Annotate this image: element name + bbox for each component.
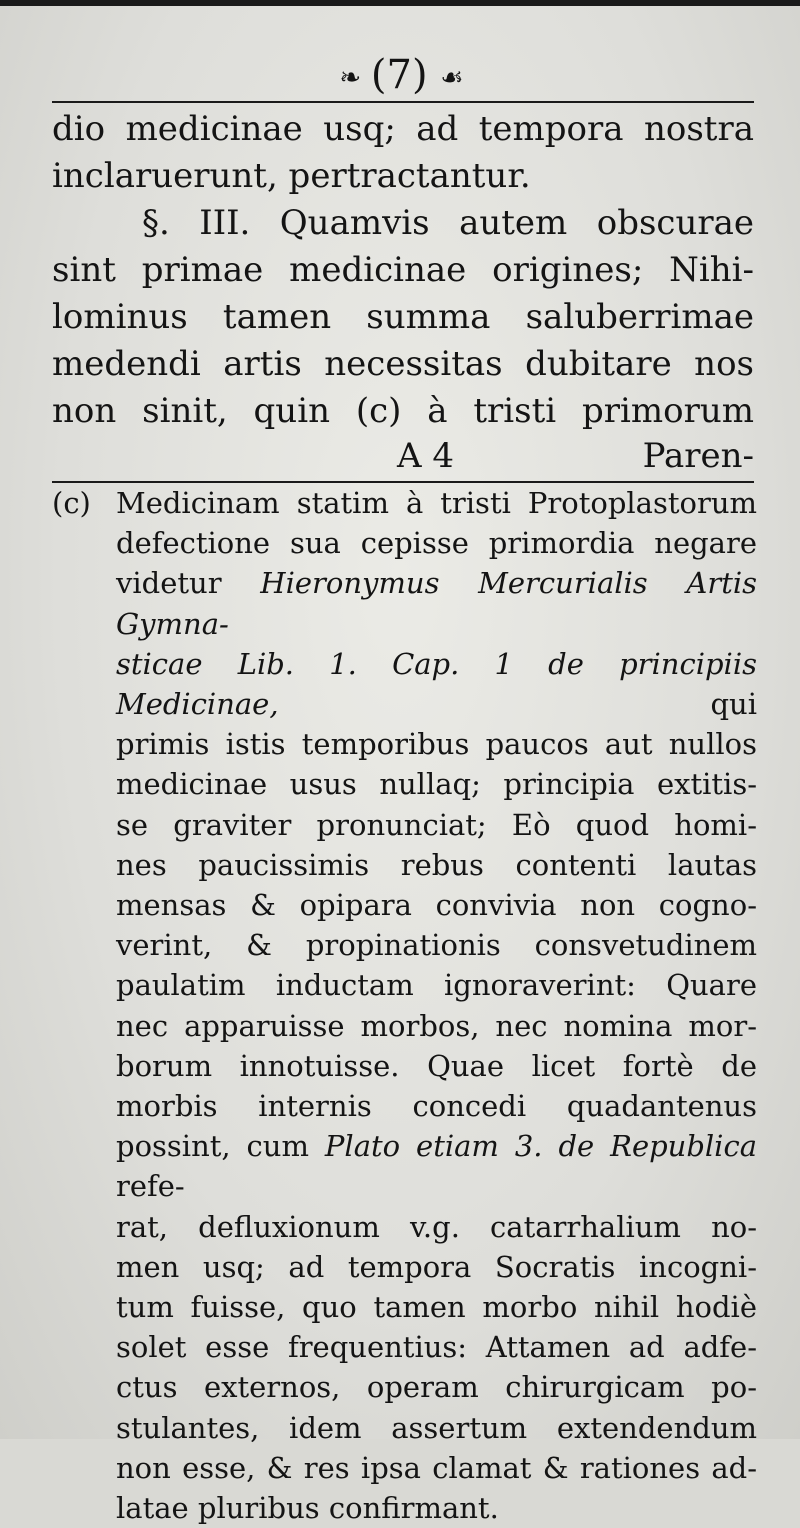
main-line: medendi artis necessitas dubitare nos xyxy=(52,344,754,384)
catch-line xyxy=(52,433,754,480)
footnote-line: tum fuisse, quo tamen morbo nihil hodiè xyxy=(116,1290,757,1325)
footnote-line: se graviter pronunciat; Eò quod homi- xyxy=(116,807,757,842)
main-line: inclaruerunt, pertractantur. xyxy=(52,156,531,196)
footnote-line: verint, & propinationis consvetudinem xyxy=(116,928,757,963)
footnote-body xyxy=(116,483,757,1528)
footnote-line: rat, defluxionum v.g. catarrhalium no- xyxy=(116,1209,757,1244)
citation-italic: Hieronymus Mercurialis Artis Gymna- xyxy=(116,566,758,641)
header-rule xyxy=(52,101,754,103)
footnote-line xyxy=(116,1126,757,1206)
main-line: non sinit, quin (c) à tristi primorum xyxy=(52,391,754,431)
running-header xyxy=(0,50,800,100)
footnote-marker: (c) xyxy=(52,486,91,520)
footnote-line: latae pluribus confirmant. xyxy=(116,1491,499,1526)
catchword: Paren- xyxy=(642,436,754,476)
page-number: (7) xyxy=(370,52,428,98)
footnote-line: men usq; ad tempora Socratis incogni- xyxy=(116,1249,757,1284)
main-line: dio medicinae usq; ad tempora nostra xyxy=(52,109,754,149)
footnote-text: qui xyxy=(278,687,757,722)
footnote xyxy=(52,483,757,1528)
footnote-line: nes paucissimis rebus contenti lautas xyxy=(116,847,757,882)
citation-italic: Plato etiam 3. de Republica xyxy=(324,1129,757,1164)
page-top-edge xyxy=(0,0,800,6)
main-line: sint primae medicinae origines; Nihi- xyxy=(52,250,754,290)
main-line: lominus tamen summa saluberrimae xyxy=(52,297,754,337)
signature-mark: A 4 xyxy=(397,436,454,476)
footnote-line: solet esse frequentius: Attamen ad adfe- xyxy=(116,1330,757,1365)
footnote-text: possint, cum xyxy=(116,1129,325,1164)
footnote-line: defectione sua cepisse primordia negare xyxy=(116,526,757,561)
footnote-line xyxy=(116,563,757,643)
section-heading-line: §. III. Quamvis autem obscurae xyxy=(142,203,754,243)
footnote-line: medicinae usus nullaq; principia extitis- xyxy=(116,767,757,802)
footnote-line: paulatim inductam ignoraverint: Quare xyxy=(116,968,757,1003)
footnote-text: videtur xyxy=(116,566,261,601)
footnote-text: refe- xyxy=(116,1169,185,1204)
footnote-line: stulantes, idem assertum extendendum xyxy=(116,1410,757,1445)
footnote-line: non esse, & res ipsa clamat & rationes ad- xyxy=(116,1450,757,1485)
ornament-right-icon: ☙ xyxy=(440,63,461,93)
ornament-left-icon: ❧ xyxy=(339,63,359,93)
citation-italic: sticae Lib. 1. Cap. 1 de principiis Medicinae, xyxy=(116,646,757,722)
footnote-line: nec apparuisse morbos, nec nomina mor- xyxy=(116,1008,757,1043)
main-text xyxy=(52,106,754,435)
footnote-line: Medicinam statim à tristi Protoplastorum xyxy=(116,486,757,520)
footnote-line: morbis internis concedi quadantenus xyxy=(116,1089,757,1124)
footnote-line: mensas & opipara convivia non cogno- xyxy=(116,888,757,923)
footnote-line: ctus externos, operam chirurgicam po- xyxy=(116,1370,757,1405)
footnote-line: primis istis temporibus paucos aut nullos xyxy=(116,727,757,762)
footnote-line: borum innotuisse. Quae licet fortè de xyxy=(116,1048,757,1083)
footnote-line xyxy=(116,644,757,724)
